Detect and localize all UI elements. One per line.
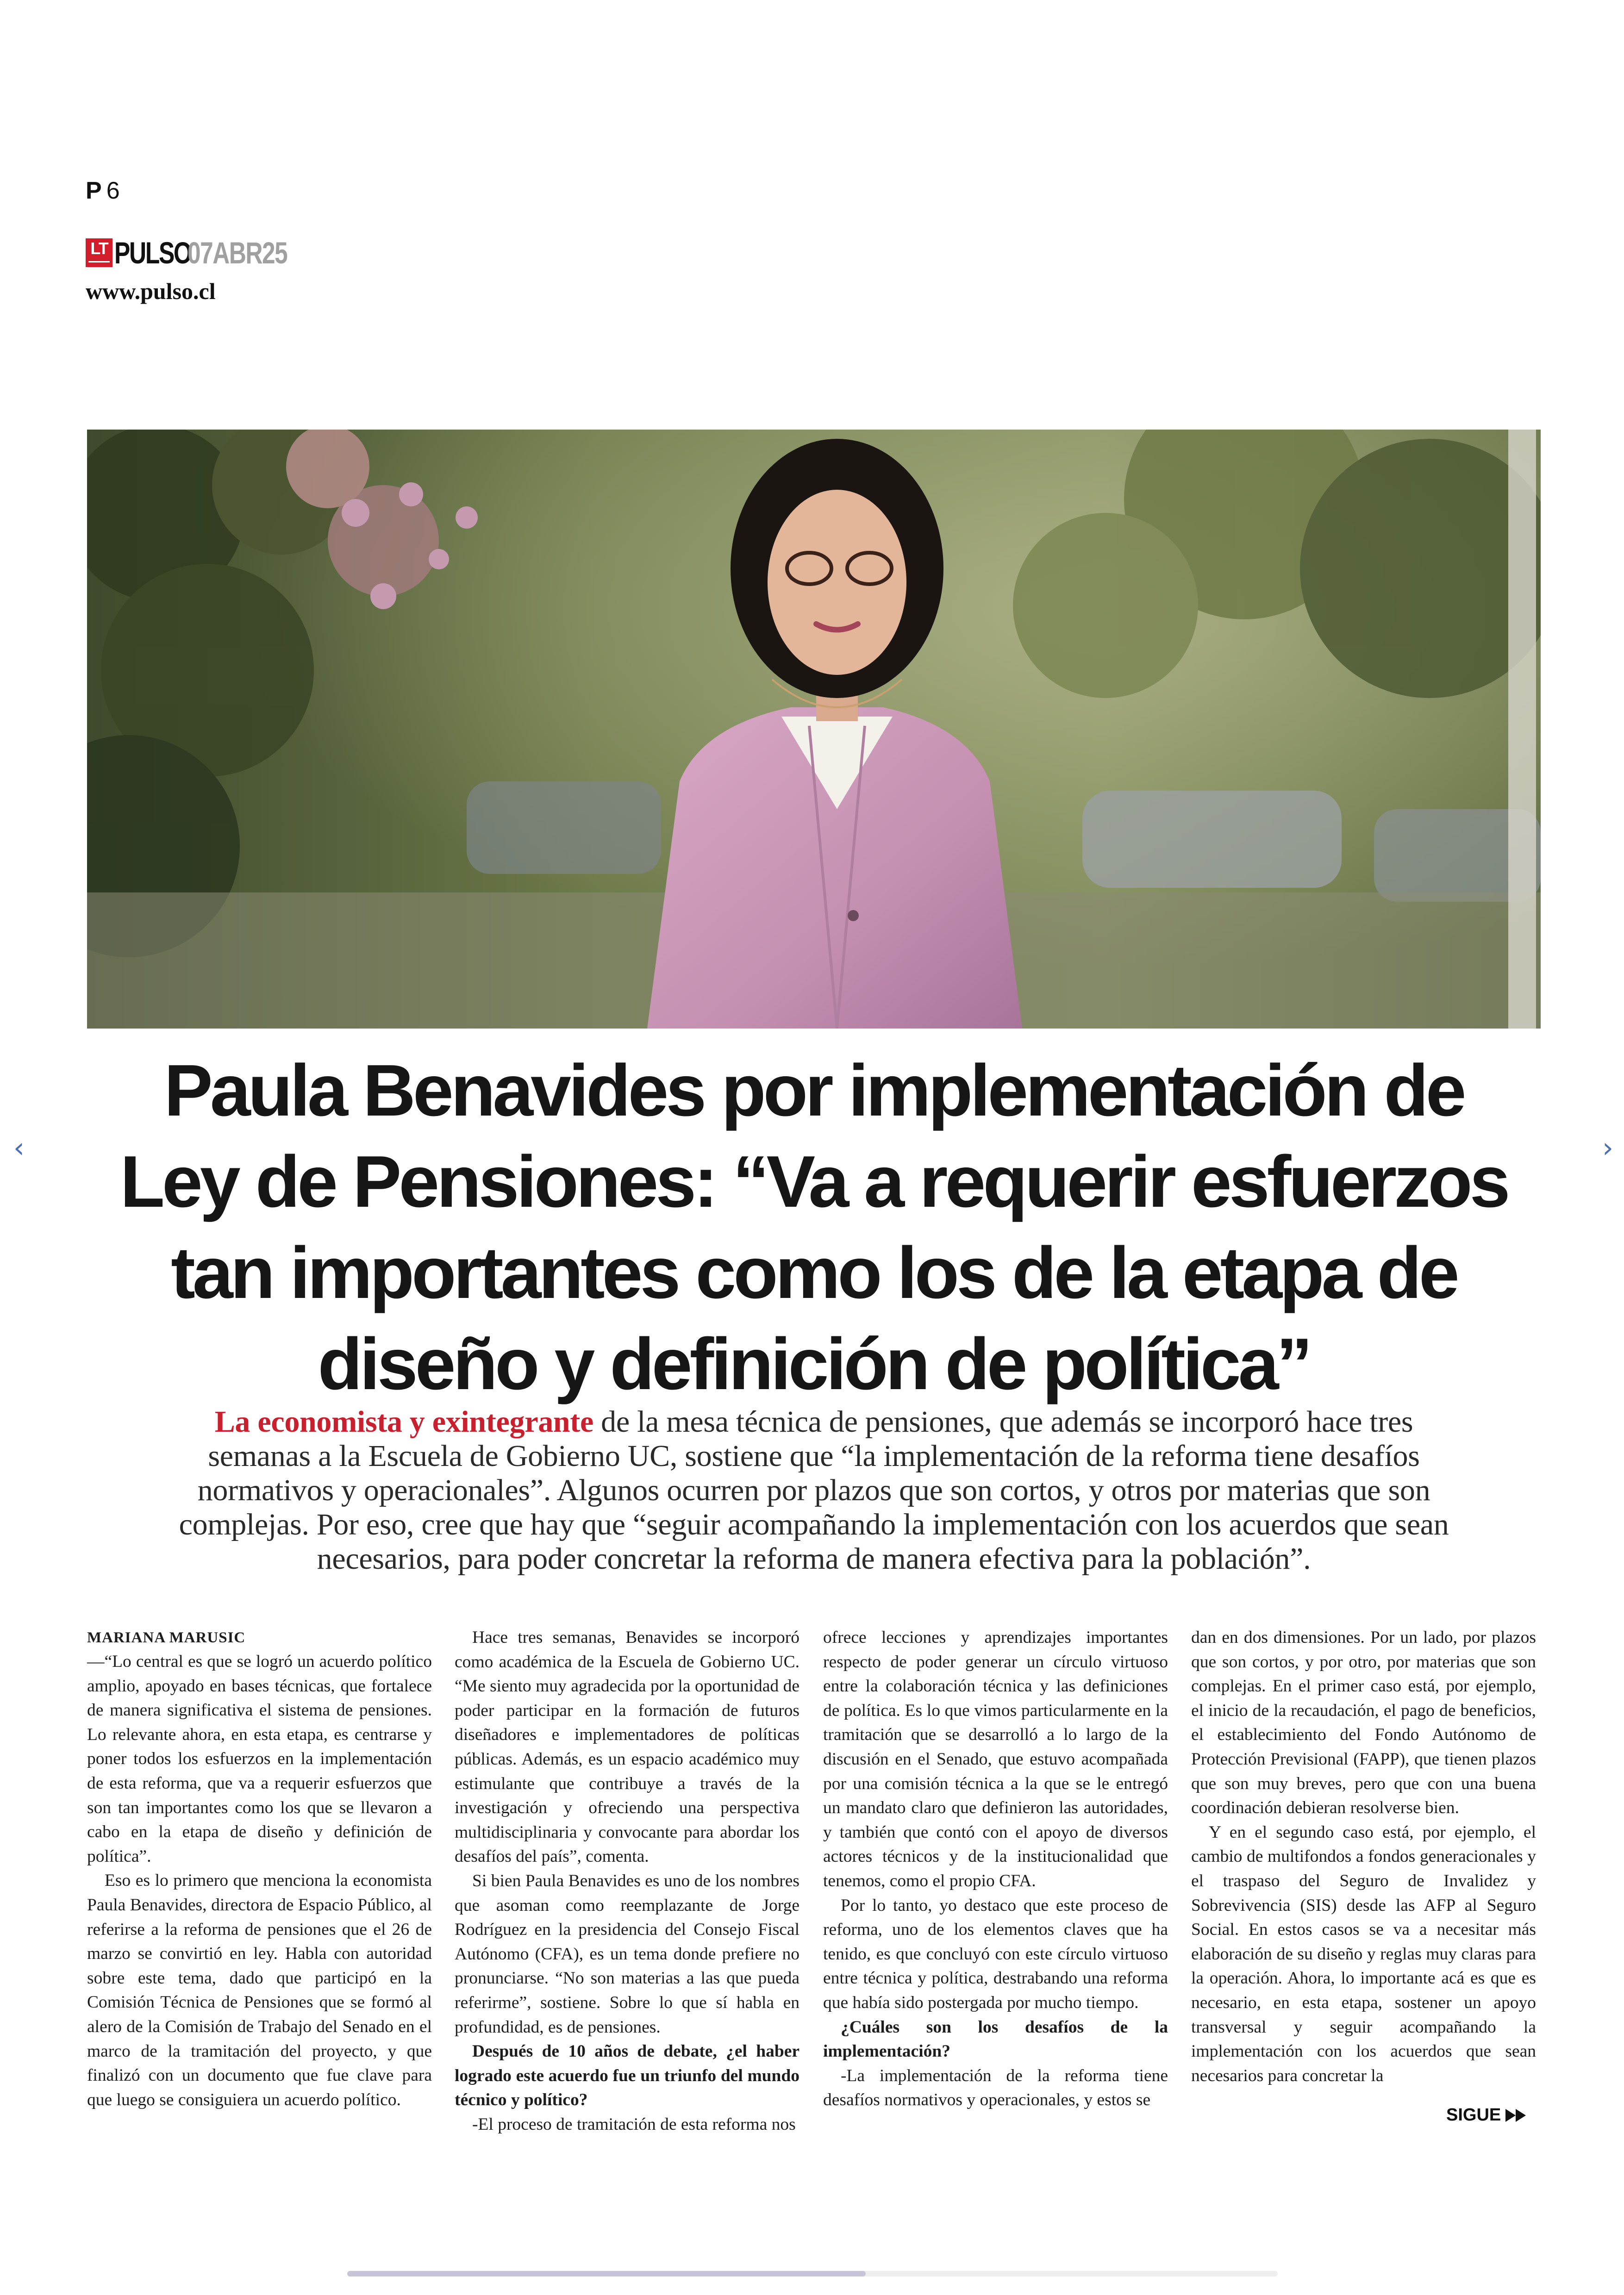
- fast-forward-icon: [1505, 2109, 1526, 2122]
- website-url: www.pulso.cl: [86, 278, 216, 304]
- deck-line: normativos y operacionales”. Algunos ocurren por plazos que son cortos, y otros por materias que son: [197, 1473, 1430, 1507]
- headline-line: tan importantes como los de la etapa de: [171, 1232, 1457, 1314]
- next-page-button[interactable]: [1592, 1129, 1624, 1166]
- article-column-4: [1191, 1626, 1536, 2088]
- portrait-illustration: [87, 430, 1541, 1029]
- headline-line: Ley de Pensiones: “Va a requerir esfuerzos: [120, 1141, 1508, 1222]
- headline-line: diseño y definición de política”: [318, 1323, 1310, 1405]
- publication-date: 07ABR25: [187, 236, 287, 270]
- horizontal-scrollbar-thumb[interactable]: [347, 2271, 866, 2276]
- article-paragraph: —“Lo central es que se logró un acuerdo político amplio, apoyado en bases técnicas, que fortalece de manera significativa el sistema de pensiones. Lo relevante ahora, en esta etapa, es centrarse y poner todos los esfuerzos en la implementación de esta reforma, que va a requerir esfuerzos que son tan importantes como los que se llevaron a cabo en la etapa de diseño y definición de política”.: [87, 1652, 432, 1866]
- lt-logo-text: LT: [90, 239, 108, 258]
- byline: MARIANA MARUSIC: [87, 1629, 246, 1646]
- interview-question: ¿Cuáles son los desafíos de la implementación?: [823, 2017, 1168, 2061]
- headline: [87, 1045, 1541, 1410]
- article-paragraph: Y en el segundo caso está, por ejemplo, el cambio de multifondos a fondos generacionales y el traspaso del Seguro de Invalidez y Sobrevivencia (SIS) desde las AFP al Seguro Social. En estos casos se va a necesitar más elaboración de su diseño y reglas muy claras para la operación. Ahora, lo importante acá es que es necesario, en esta etapa, sostener un apoyo transversal y seguir acompañando la implementación con los acuerdos que sean necesarios para concretar la: [1191, 1822, 1536, 2085]
- lt-logo: [86, 238, 112, 267]
- chevron-right-icon: ›: [1602, 1132, 1613, 1164]
- previous-page-button[interactable]: [3, 1129, 35, 1166]
- page-number-value: 6: [106, 177, 120, 204]
- article-photo: [87, 430, 1541, 1029]
- publication-name: PULSO: [114, 236, 191, 270]
- article-deck: [87, 1405, 1541, 1576]
- page-number: [86, 177, 120, 205]
- article-column-1: [87, 1626, 432, 2112]
- deck-line: necesarios, para poder concretar la reforma de manera efectiva para la población”.: [317, 1542, 1311, 1576]
- chevron-left-icon: ‹: [13, 1132, 25, 1164]
- deck-line: [87, 1405, 1541, 1439]
- article-paragraph: Hace tres semanas, Benavides se incorporó como académica de la Escuela de Gobierno UC. “Me siento muy agradecida por la oportunidad de poder participar en la formación de futuros diseñadores e implementadores de políticas públicas. Además, es un espacio académico muy estimulante que contribuye a través de la investigación y ofreciendo una perspectiva multidisciplinaria y convocante para abordar los desafíos del país”, comenta.: [455, 1628, 800, 1866]
- article-paragraph: -El proceso de tramitación de esta reforma nos: [472, 2114, 796, 2134]
- deck-line-rest: de la mesa técnica de pensiones, que además se incorporó hace tres: [593, 1405, 1413, 1439]
- headline-line: Paula Benavides por implementación de: [164, 1050, 1464, 1131]
- deck-line: complejas. Por eso, cree que hay que “seguir acompañando la implementación con los acuerdos que sean: [179, 1508, 1449, 1541]
- deck-line: semanas a la Escuela de Gobierno UC, sostiene que “la implementación de la reforma tiene desafíos: [208, 1439, 1420, 1473]
- masthead: [86, 235, 315, 270]
- article-paragraph: Por lo tanto, yo destaco que este proceso de reforma, uno de los elementos claves que ha tenido, es que concluyó con este círculo virtuoso entre técnica y política, destrabando una reforma que había sido postergada por mucho tiempo.: [823, 1896, 1168, 2012]
- article-column-3: [823, 1626, 1168, 2113]
- continue-indicator: [1446, 2105, 1526, 2125]
- article-paragraph: Si bien Paula Benavides es uno de los nombres que asoman como reemplazante de Jorge Rodríguez en la presidencia del Consejo Fiscal Autónomo (CFA), es un tema donde prefiere no pronunciarse. “No son materias a las que pueda referirme”, sostiene. Sobre lo que sí habla en profundidad, es de pensiones.: [455, 1871, 800, 2037]
- page-label: P: [86, 177, 102, 204]
- interview-question: Después de 10 años de debate, ¿el haber logrado este acuerdo fue un triunfo del mundo técnico y político?: [455, 2042, 800, 2110]
- article-paragraph: Eso es lo primero que menciona la economista Paula Benavides, directora de Espacio Público, al referirse a la reforma de pensiones que el 26 de marzo se convirtió en ley. Habla con autoridad sobre este tema, dado que participó en la Comisión Técnica de Pensiones que se formó al alero de la Comisión de Trabajo del Senado en el marco de la tramitación del proyecto, y que finalizó con un documento que fue clave para que luego se consiguiera un acuerdo político.: [87, 1871, 432, 2109]
- article-paragraph: dan en dos dimensiones. Por un lado, por plazos que son cortos, y por otro, por materias que son complejas. En el primer caso está, por ejemplo, el inicio de la recaudación, el pago de beneficios, el establecimiento del Fondo Autónomo de Protección Previsional (FAPP), que tienen plazos que son muy breves, pero que con una buena coordinación debieran resolverse bien.: [1191, 1628, 1536, 1818]
- deck-lead: La economista y exintegrante: [214, 1405, 593, 1439]
- continue-label: SIGUE: [1446, 2105, 1501, 2125]
- article-paragraph: ofrece lecciones y aprendizajes importantes respecto de poder generar un círculo virtuoso entre la colaboración técnica y las definiciones de política. Es lo que vimos particularmente en la tramitación que se desarrolló a lo largo de la discusión en el Senado, que estuvo acompañada por una comisión técnica a la que se le entregó un mandato claro que definieron las autoridades, y también que contó con el apoyo de diversos actores técnicos y de la institucionalidad que tenemos, como el propio CFA.: [823, 1628, 1168, 1890]
- article-column-2: [455, 1626, 800, 2137]
- article-paragraph: -La implementación de la reforma tiene desafíos normativos y operacionales, y estos se: [823, 2066, 1168, 2110]
